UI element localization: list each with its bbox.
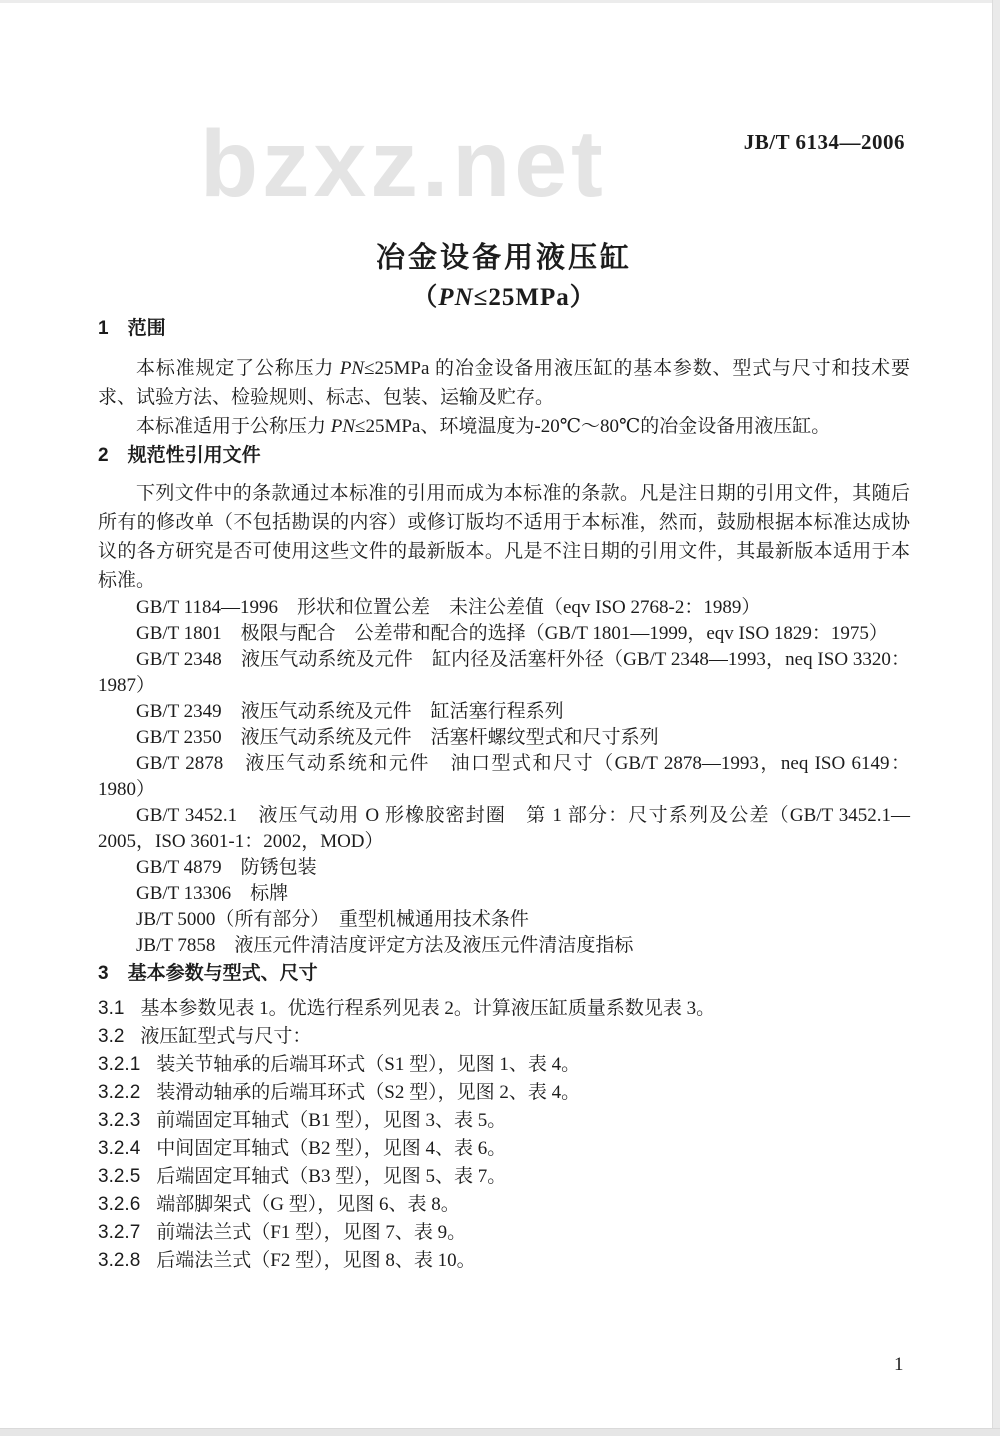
reference-item: GB/T 2350 液压气动系统及元件 活塞杆螺纹型式和尺寸系列 <box>136 727 659 748</box>
clause-item <box>98 1107 910 1135</box>
reference-item: GB/T 13306 标牌 <box>136 883 289 904</box>
clause-number: 3.2.3 <box>98 1110 141 1131</box>
reference-item: GB/T 2878 液压气动系统和元件 油口型式和尺寸（GB/T 2878—1993，neq ISO 6149：1980） <box>98 753 910 800</box>
clause-text: 后端法兰式（F2 型），见图 8、表 10。 <box>156 1250 476 1271</box>
reference-item: JB/T 5000（所有部分） 重型机械通用技术条件 <box>136 909 529 930</box>
reference-item: GB/T 1801 极限与配合 公差带和配合的选择（GB/T 1801—1999，eqv ISO 1829：1975） <box>136 623 888 644</box>
page-edge-top <box>0 0 1000 3</box>
clause-item <box>98 1023 910 1051</box>
clause-text: 前端法兰式（F1 型），见图 7、表 9。 <box>156 1222 467 1243</box>
subtitle-prefix: （ <box>412 284 439 311</box>
clause-number: 3.2.7 <box>98 1222 141 1243</box>
scope-p1-pn: PN <box>339 358 365 379</box>
clause-item <box>98 1135 910 1163</box>
section-1-heading: 1 范围 <box>98 318 166 339</box>
clause-text: 基本参数见表 1。优选行程系列见表 2。计算液压缸质量系数见表 3。 <box>140 998 716 1019</box>
doc-title: 冶金设备用液压缸 <box>375 242 632 274</box>
clause-text: 后端固定耳轴式（B3 型），见图 5、表 7。 <box>156 1166 507 1187</box>
clause-item <box>98 995 910 1023</box>
clause-item <box>98 1079 910 1107</box>
clause-number: 3.2.4 <box>98 1138 141 1159</box>
reference-item: GB/T 3452.1 液压气动用 O 形橡胶密封圈 第 1 部分：尺寸系列及公差（GB/T 3452.1—2005，ISO 3601-1：2002，MOD） <box>98 805 910 852</box>
doc-code: JB/T 6134—2006 <box>743 130 905 154</box>
document-body <box>98 240 910 1275</box>
clause-item <box>98 1051 910 1079</box>
reference-item: GB/T 4879 防锈包装 <box>136 857 317 878</box>
doc-subtitle <box>98 282 910 314</box>
scope-paragraph-2 <box>98 412 910 441</box>
clause-text: 端部脚架式（G 型），见图 6、表 8。 <box>156 1194 460 1215</box>
clause-number: 3.2.1 <box>98 1054 141 1075</box>
clause-number: 3.2.6 <box>98 1194 141 1215</box>
clause-number: 3.2.2 <box>98 1082 141 1103</box>
reference-item: GB/T 1184—1996 形状和位置公差 未注公差值（eqv ISO 2768-2：1989） <box>136 597 761 618</box>
clause-item <box>98 1163 910 1191</box>
scope-p2-pn: PN <box>330 416 356 437</box>
clause-text: 装关节轴承的后端耳环式（S1 型），见图 1、表 4。 <box>156 1054 581 1075</box>
clause-number: 3.2 <box>98 1026 125 1047</box>
subtitle-pn: PN <box>438 284 474 311</box>
clause-item <box>98 1191 910 1219</box>
clause-text: 液压缸型式与尺寸： <box>140 1026 312 1047</box>
reference-item: GB/T 2349 液压气动系统及元件 缸活塞行程系列 <box>136 701 564 722</box>
clause-number: 3.2.8 <box>98 1250 141 1271</box>
clause-text: 前端固定耳轴式（B1 型），见图 3、表 5。 <box>156 1110 507 1131</box>
scope-paragraph-1 <box>98 354 910 412</box>
section-3-heading: 3 基本参数与型式、尺寸 <box>98 963 318 984</box>
clause-text: 中间固定耳轴式（B2 型），见图 4、表 6。 <box>156 1138 507 1159</box>
subtitle-suffix: ≤25MPa） <box>473 284 596 311</box>
reference-item: JB/T 7858 液压元件清洁度评定方法及液压元件清洁度指标 <box>136 935 634 956</box>
section-2-heading: 2 规范性引用文件 <box>98 445 261 466</box>
clause-text: 装滑动轴承的后端耳环式（S2 型），见图 2、表 4。 <box>156 1082 581 1103</box>
clause-item <box>98 1247 910 1275</box>
page-edge-bottom <box>0 1428 1000 1436</box>
scope-p2-post: ≤25MPa、环境温度为-20℃～80℃的冶金设备用液压缸。 <box>355 416 831 437</box>
scope-p1-post: ≤25MPa 的冶金设备用液压缸的基本参数、型式与尺寸和技术要求、试验方法、检验规则、标志、包装、运输及贮存。 <box>98 358 910 408</box>
references-intro: 下列文件中的条款通过本标准的引用而成为本标准的条款。凡是注日期的引用文件，其随后所有的修改单（不包括勘误的内容）或修订版均不适用于本标准，然而，鼓励根据本标准达成协议的各方研究是否可使用这些文件的最新版本。凡是不注日期的引用文件，其最新版本适用于本标准。 <box>98 483 910 591</box>
scope-p1-pre: 本标准规定了公称压力 <box>136 358 340 379</box>
clause-number: 3.2.5 <box>98 1166 141 1187</box>
clause-number: 3.1 <box>98 998 125 1019</box>
page-number: 1 <box>894 1354 904 1375</box>
clause-list <box>98 995 910 1275</box>
reference-item: GB/T 2348 液压气动系统及元件 缸内径及活塞杆外径（GB/T 2348—1993，neq ISO 3320：1987） <box>98 649 910 696</box>
clause-item <box>98 1219 910 1247</box>
watermark: bzxz.net <box>200 111 607 217</box>
scope-p2-pre: 本标准适用于公称压力 <box>136 416 331 437</box>
page-edge-right <box>992 0 1000 1436</box>
